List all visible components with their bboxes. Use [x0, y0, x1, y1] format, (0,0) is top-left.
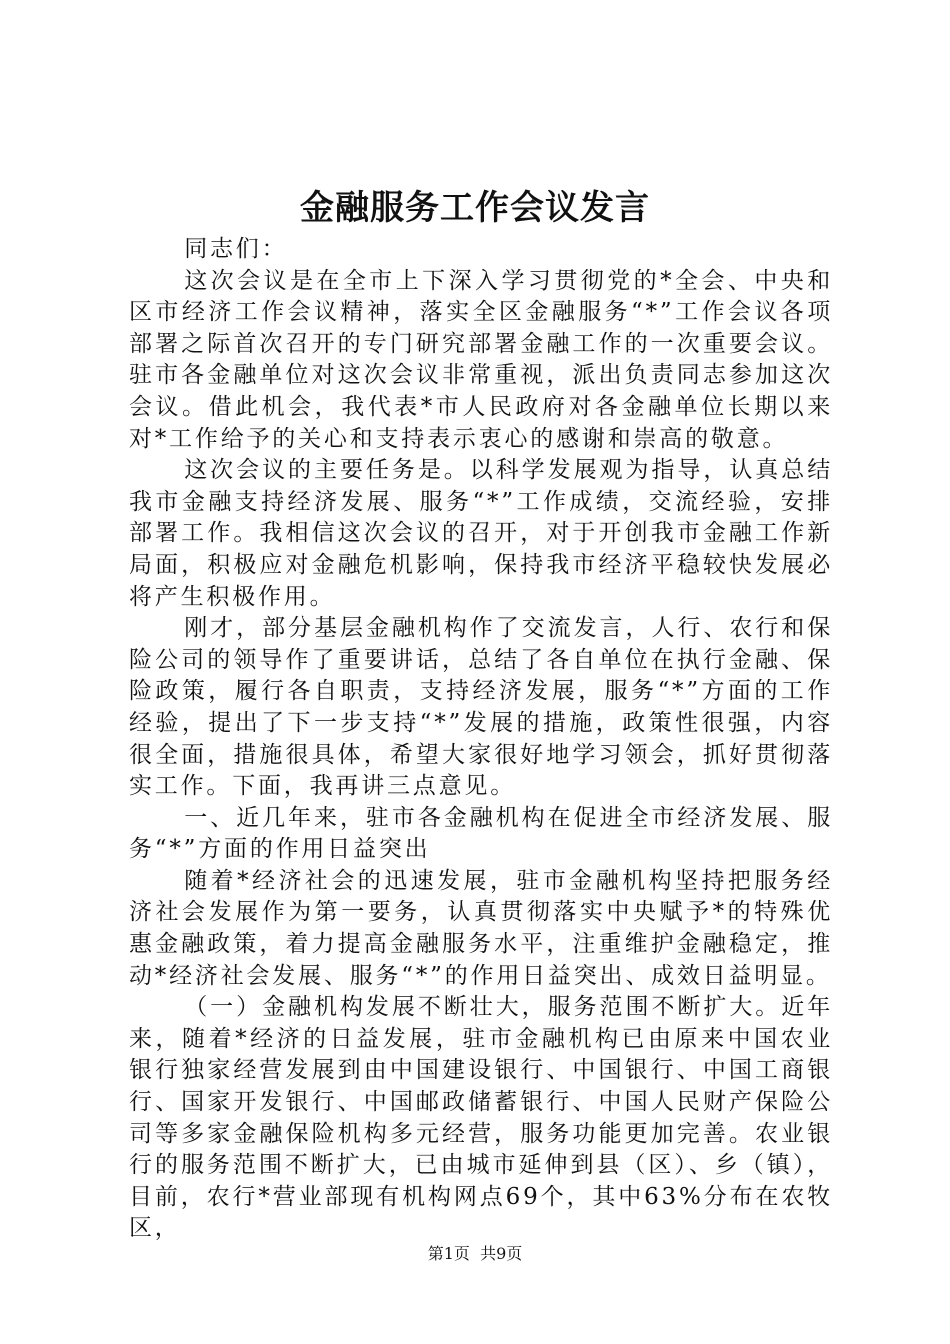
page-footer	[0, 1244, 950, 1264]
paragraph-2: 这次会议的主要任务是。以科学发展观为指导，认真总结我市金融支持经济发展、服务“*”工作成绩，交流经验，安排部署工作。我相信这次会议的召开，对于开创我市金融工作新局面，积极应对金融危机影响，保持我市经济平稳较快发展必将产生积极作用。	[129, 457, 833, 610]
page-number: 第1页 共9页	[427, 1244, 523, 1263]
salutation: 同志们：	[184, 236, 288, 262]
section-heading-1: 一、近几年来，驻市各金融机构在促进全市经济发展、服务“*”方面的作用日益突出	[129, 804, 833, 863]
document-title: 金融服务工作会议发言	[300, 188, 650, 228]
paragraph-1: 这次会议是在全市上下深入学习贯彻党的*全会、中央和区市经济工作会议精神，落实全区金融服务“*”工作会议各项部署之际首次召开的专门研究部署金融工作的一次重要会议。驻市各金融单位对这次会议非常重视，派出负责同志参加这次会议。借此机会，我代表*市人民政府对各金融单位长期以来对*工作给予的关心和支持表示衷心的感谢和崇高的敬意。	[129, 267, 833, 452]
paragraph-4: 随着*经济社会的迅速发展，驻市金融机构坚持把服务经济社会发展作为第一要务，认真贯彻落实中央赋予*的特殊优惠金融政策，着力提高金融服务水平，注重维护金融稳定，推动*经济社会发展、服务“*”的作用日益突出、成效日益明显。	[129, 867, 833, 989]
paragraph-5: （一）金融机构发展不断壮大，服务范围不断扩大。近年来，随着*经济的日益发展，驻市金融机构已由原来中国农业银行独家经营发展到由中国建设银行、中国银行、中国工商银行、国家开发银行、中国邮政储蓄银行、中国人民财产保险公司等多家金融保险机构多元经营，服务功能更加完善。农业银行的服务范围不断扩大，已由城市延伸到县（区）、乡（镇），目前，农行*营业部现有机构网点69个，其中63%分布在农牧区，	[129, 994, 833, 1242]
document-body	[129, 234, 833, 1245]
paragraph-3: 刚才，部分基层金融机构作了交流发言，人行、农行和保险公司的领导作了重要讲话，总结了各自单位在执行金融、保险政策，履行各自职责，支持经济发展，服务“*”方面的工作经验，提出了下一步支持“*”发展的措施，政策性很强，内容很全面，措施很具体，希望大家很好地学习领会，抓好贯彻落实工作。下面，我再讲三点意见。	[129, 615, 833, 800]
